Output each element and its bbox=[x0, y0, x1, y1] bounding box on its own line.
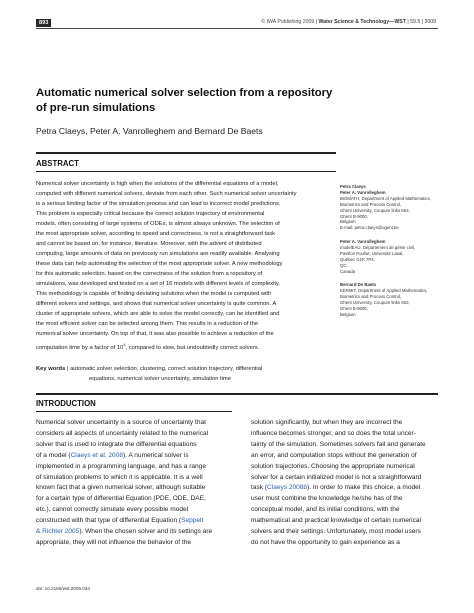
doi: doi: 10.2166/wst.2009.034 bbox=[36, 586, 90, 591]
journal-name: Water Science & Technology—WST bbox=[318, 19, 406, 25]
abstract-text-span: , compared to slow, but undoubtedly correct solvers. bbox=[125, 344, 260, 351]
body-text: task ( bbox=[251, 484, 268, 492]
intro-left-column bbox=[36, 418, 232, 549]
citation-link[interactable]: & Richter 2005 bbox=[36, 528, 80, 536]
affiliation-name: Bernard De Baets bbox=[340, 282, 377, 287]
affiliation-line: KERMIT, Department of Applied Mathematics, bbox=[340, 287, 428, 293]
abstract-line: for this automatic selection, based on the correctness of the solution from a repository of bbox=[36, 270, 263, 277]
affiliation-name: Peter A. Vanrolleghem bbox=[340, 239, 386, 244]
exponent: 4 bbox=[123, 341, 126, 347]
abstract-line: Numerical solver uncertainty is high when the solutions of the differential equations of a model, bbox=[36, 181, 279, 187]
body-line bbox=[36, 516, 232, 527]
author-list: Petra Claeys, Peter A. Vanrolleghem and Bernard De Baets bbox=[36, 126, 263, 136]
affiliation-line: modelEAU, Département de génie civil, bbox=[340, 244, 415, 250]
body-line: user must combine the knowledge he/she has of the bbox=[251, 495, 403, 503]
keywords bbox=[36, 364, 336, 384]
abstract-line: This methodology is capable of finding deviating solutions when the model is computed with bbox=[36, 290, 272, 297]
body-line: influence becomes stronger, and so does the total uncer- bbox=[251, 429, 416, 437]
abstract-heading: ABSTRACT bbox=[36, 159, 79, 168]
body-line: conceptual model, and its initial conditions, with the bbox=[251, 506, 400, 514]
affiliation-block bbox=[340, 282, 450, 317]
body-line: considers all aspects of uncertainty related to the numerical bbox=[36, 429, 209, 437]
affiliation-line: Belgium bbox=[340, 311, 356, 317]
abstract-line: numerical solver uncertainty. On top of that, it was also possible to achieve a reduction of the bbox=[36, 330, 274, 337]
body-text: of a model ( bbox=[36, 451, 71, 459]
affiliation-block bbox=[340, 239, 450, 274]
body-line: etc.), cannot correctly simulate every possible model bbox=[36, 506, 189, 514]
affiliation-name: Peter A. Vanrolleghem bbox=[340, 189, 386, 195]
body-line bbox=[36, 451, 232, 462]
abstract-line: computed with different numerical solvers, deviate from each other. Such numerical solver uncertainty bbox=[36, 190, 297, 197]
keywords-line: equations, numerical solver uncertainty, simulation time bbox=[89, 376, 231, 382]
abstract-line: is a serious limiting factor of the simulation process and can lead to incorrect model predictions. bbox=[36, 200, 281, 207]
abstract-text-span: computation time by a factor of 10 bbox=[36, 344, 124, 351]
abstract-line: different solvers and settings, and shows that numerical solver uncertainty is quite common. A bbox=[36, 300, 277, 307]
body-line: known fact that a given numerical solver, although suitable bbox=[36, 484, 206, 492]
abstract-line: computing, large amounts of data on previously run simulations are readily available. Analysing bbox=[36, 250, 280, 257]
body-line: for a certain type of differential Equation (PDE, ODE, DAE, bbox=[36, 495, 206, 503]
abstract-top-rule bbox=[36, 152, 336, 154]
abstract-line: models, often consisting of large systems of ODEs, is almost always unknown. The selection of bbox=[36, 220, 280, 227]
body-line: solver that is used to integrate the differential equations bbox=[36, 440, 197, 448]
citation-link[interactable]: Claeys 2008b bbox=[267, 484, 308, 492]
publisher-notice: © IWA Publishing 2009 bbox=[261, 19, 315, 25]
affiliation-line: Pavillon Pouliot, Université Laval, bbox=[340, 250, 404, 256]
abstract-line: This problem is especially critical because the correct solution trajectory of environmental bbox=[36, 210, 265, 217]
header-divider: | bbox=[407, 19, 411, 25]
keywords-label: Key words bbox=[36, 366, 66, 372]
affiliation-line: Québec G1K 7P4, bbox=[340, 256, 375, 262]
body-line: tainty of the simulation. Sometimes solvers fail and generate bbox=[251, 440, 426, 448]
affiliation-line: Ghent University, Coupure links 653, bbox=[340, 207, 410, 213]
body-line: solver for a certain initialized model is not a straightforward bbox=[251, 473, 422, 481]
affiliation-line: Ghent B-9000, bbox=[340, 305, 368, 311]
affiliation-line: Ghent University, Coupure links 653, bbox=[340, 299, 410, 305]
body-line bbox=[251, 483, 447, 494]
citation-link[interactable]: Seppelt bbox=[181, 517, 204, 525]
running-header bbox=[261, 19, 436, 25]
body-line: of simulation problems to which it is applicable. It is a well bbox=[36, 473, 203, 481]
paper-title: Automatic numerical solver selection from a repository of pre-run simulations bbox=[36, 87, 333, 114]
affiliation-email: E-mail: petra.claeys@ugent.be bbox=[340, 225, 399, 231]
abstract-text bbox=[36, 180, 336, 353]
intro-right-column bbox=[251, 418, 447, 549]
abstract-line: the most efficient solver can be selected among them. This results in a reduction of the bbox=[36, 320, 259, 327]
body-line: an error, and computation stops without the generation of bbox=[251, 451, 417, 459]
keywords-line: | automatic solver selection, clustering, correct solution trajectory, differential bbox=[66, 366, 263, 372]
affiliation-line: BIOMATH, Department of Applied Mathematics, bbox=[340, 195, 431, 201]
body-line: solvers and their settings. Unfortunately, most model users bbox=[251, 528, 421, 536]
abstract-line: and cannot be based on, for instance, literature. Moreover, with the advent of distributed bbox=[36, 240, 262, 247]
intro-heading-rule bbox=[36, 411, 232, 412]
affiliation-line: Biometrics and Process Control, bbox=[340, 293, 402, 299]
abstract-line: simulations, was developed and tested on a set of 16 models with different levels of complexity. bbox=[36, 280, 281, 287]
abstract-line bbox=[36, 340, 336, 354]
issue-info: 59.5 | 2009 bbox=[410, 19, 436, 25]
abstract-line: the most appropriate solver, according to speed and correctness, is not a straightforward task bbox=[36, 230, 276, 237]
body-text: ). When the chosen solver and its settings are bbox=[79, 528, 213, 536]
body-line: implemented in a programming language, and has a range bbox=[36, 462, 206, 470]
page-number: 893 bbox=[36, 19, 51, 27]
body-line: do not have the opportunity to gain experience as a bbox=[251, 538, 400, 546]
body-line bbox=[36, 527, 232, 538]
abstract-line: these data can help automating the selection of the most appropriate solver. A new methodology bbox=[36, 260, 283, 267]
affiliation-block bbox=[340, 184, 450, 231]
body-text: ). In order to make this choice, a model bbox=[307, 484, 421, 492]
body-line: mathematical and practical knowledge of certain numerical bbox=[251, 517, 421, 525]
header-divider: | bbox=[315, 19, 319, 25]
abstract-line: cluster of appropriate solvers, which are able to solve the model correctly, can be identified and bbox=[36, 310, 280, 317]
affiliation-line: Canada bbox=[340, 268, 356, 274]
body-line: solution trajectories. Choosing the appropriate numerical bbox=[251, 462, 415, 470]
affiliation-line: Belgium bbox=[340, 219, 356, 225]
affiliation-name: Petra Claeys bbox=[340, 184, 366, 189]
intro-heading: INTRODUCTION bbox=[36, 399, 96, 408]
intro-top-rule bbox=[36, 393, 438, 395]
affiliation-line: Biometrics and Process Control, bbox=[340, 201, 402, 207]
body-text: ). A numerical solver is bbox=[123, 451, 189, 459]
affiliation-line: QC, bbox=[340, 262, 348, 268]
body-line: Numerical solver uncertainty is a source of uncertainty that bbox=[36, 419, 206, 426]
citation-link[interactable]: Claeys et al. 2008 bbox=[70, 451, 123, 459]
body-line: appropriate, they will not influence the behavior of the bbox=[36, 538, 192, 546]
body-line: solution significantly, but when they are incorrect the bbox=[251, 419, 403, 426]
abstract-heading-rule bbox=[36, 171, 336, 172]
body-text: constructed with that type of differential Equation ( bbox=[36, 517, 182, 525]
header-rule bbox=[36, 28, 438, 29]
affiliation-line: Ghent B-9000, bbox=[340, 213, 368, 219]
